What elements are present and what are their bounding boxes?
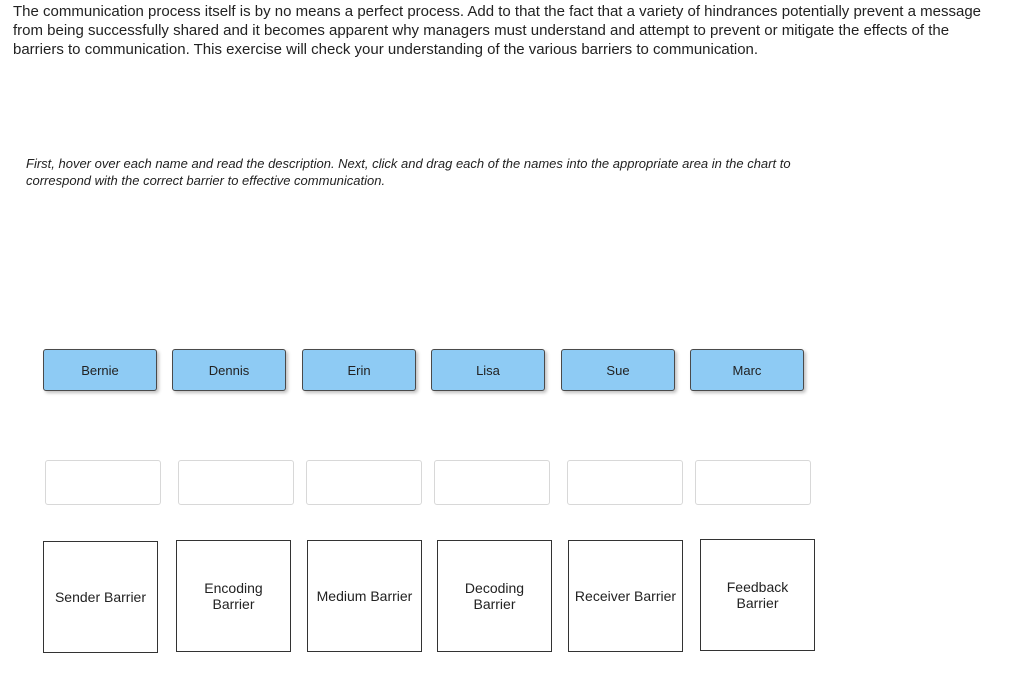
drop-slot-sender[interactable] (45, 460, 161, 505)
barrier-box-feedback (700, 539, 815, 651)
name-chip-dennis[interactable]: Dennis (172, 349, 286, 391)
name-chip-erin[interactable]: Erin (302, 349, 416, 391)
name-chip-sue[interactable]: Sue (561, 349, 675, 391)
barrier-label-sender: Sender Barrier (54, 589, 147, 605)
drop-slot-medium[interactable] (306, 460, 422, 505)
name-chip-lisa[interactable]: Lisa (431, 349, 545, 391)
barrier-label-receiver: Receiver Barrier (574, 588, 677, 604)
barrier-label-medium: Medium Barrier (316, 588, 413, 604)
name-chip-marc[interactable]: Marc (690, 349, 804, 391)
barrier-box-receiver (568, 540, 683, 652)
name-chip-bernie[interactable]: Bernie (43, 349, 157, 391)
barrier-box-decoding (437, 540, 552, 652)
drop-slot-feedback[interactable] (695, 460, 811, 505)
drop-slot-receiver[interactable] (567, 460, 683, 505)
barrier-box-sender (43, 541, 158, 653)
drop-slot-decoding[interactable] (434, 460, 550, 505)
instructions-text: First, hover over each name and read the description. Next, click and drag each of the names into the appropriate area in the chart to correspond with the correct barrier to effective communication. (26, 156, 791, 188)
drop-slot-encoding[interactable] (178, 460, 294, 505)
barrier-box-medium (307, 540, 422, 652)
barrier-box-encoding (176, 540, 291, 652)
barrier-label-decoding: Decoding Barrier (464, 580, 525, 612)
barrier-label-encoding: Encoding Barrier (204, 580, 263, 612)
intro-paragraph: The communication process itself is by no means a perfect process. Add to that the fact that a variety of hindrances potentially prevent a message from being successfully shared and it becomes apparent why managers must understand and attempt to prevent or mitigate the effects of the barriers to communication. This exercise will check your understanding of the various barriers to communication. (13, 3, 982, 58)
barrier-label-feedback: Feedback Barrier (726, 579, 789, 611)
